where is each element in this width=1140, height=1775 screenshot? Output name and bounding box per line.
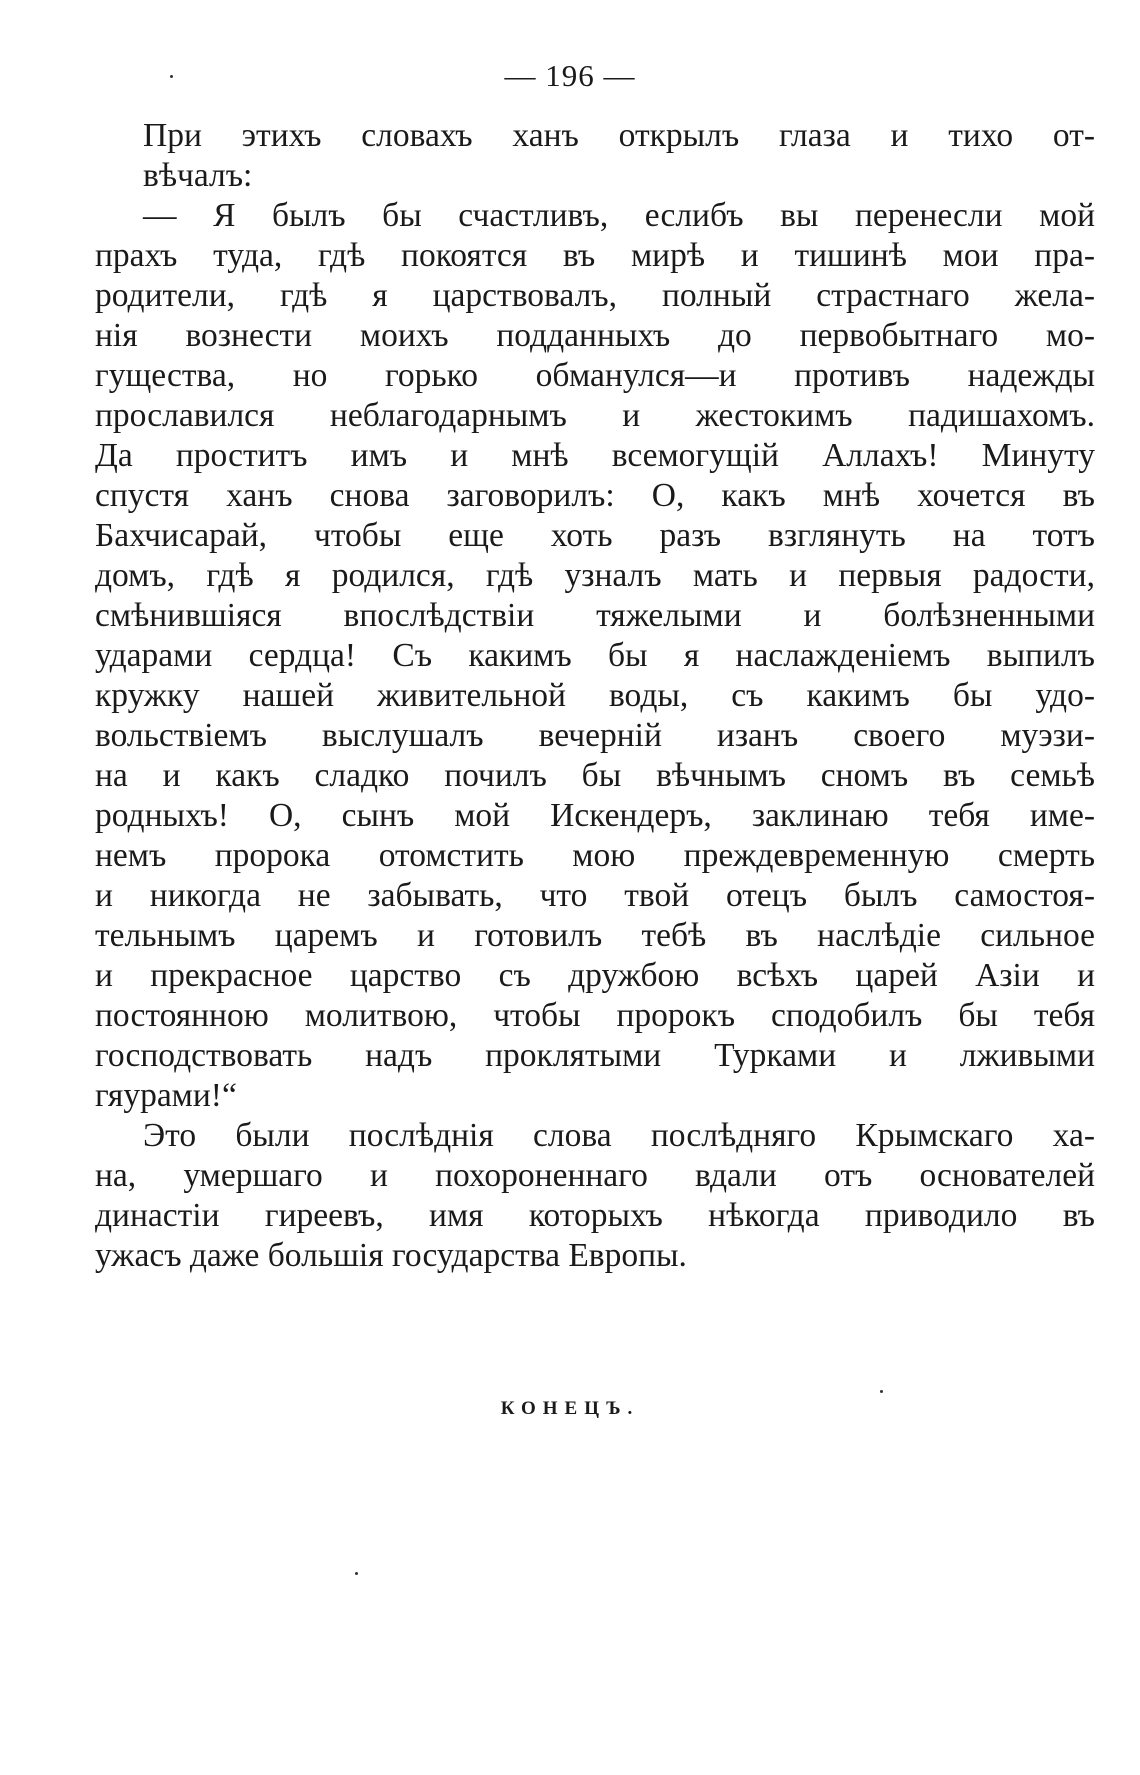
text-line: прахъ туда, гдѣ покоятся въ мирѣ и тишинѣ мои пра- [95,237,1095,274]
text-line: гяурами!“ [95,1077,237,1114]
end-mark: КОНЕЦЪ. [500,1398,640,1419]
paragraph-conclusion [95,1116,1095,1276]
text-line: ужасъ даже большія государства Европы. [95,1237,687,1274]
paragraph-intro [95,116,1095,196]
text-line: спустя ханъ снова заговорилъ: О, какъ мнѣ хочется въ [95,477,1095,514]
text-line: на и какъ сладко почилъ бы вѣчнымъ сномъ въ семьѣ [95,757,1095,794]
text-line: родители, гдѣ я царствовалъ, полный страстнаго жела- [95,277,1095,314]
text-line: вѣчалъ: [143,157,253,194]
text-line: и прекрасное царство съ дружбою всѣхъ царей Азіи и [95,957,1095,994]
text-line: домъ, гдѣ я родился, гдѣ узналъ мать и первыя радости, [95,557,1095,594]
text-line: ударами сердца! Съ какимъ бы я наслажденіемъ выпилъ [95,637,1095,674]
text-line: кружку нашей живительной воды, съ какимъ бы удо- [95,677,1095,714]
ink-speck [355,1572,358,1575]
body-text [95,116,1095,1276]
page-number: — 196 — [504,58,636,93]
ink-speck [170,75,173,78]
text-line: смѣнившіяся впослѣдствіи тяжелыми и болѣзненными [95,597,1095,634]
text-line: прославился неблагодарнымъ и жестокимъ падишахомъ. [95,397,1095,434]
text-line: на, умершаго и похороненнаго вдали отъ основателей [95,1157,1095,1194]
text-line: господствовать надъ проклятыми Турками и лживыми [95,1037,1095,1074]
text-line: тельнымъ царемъ и готовилъ тебѣ въ наслѣдіе сильное [95,917,1095,954]
text-line: и никогда не забывать, что твой отецъ былъ самостоя- [95,877,1095,914]
text-line: нія вознести моихъ подданныхъ до первобытнаго мо- [95,317,1095,354]
paragraph-khan-speech [95,196,1095,1116]
text-line: родныхъ! О, сынъ мой Искендеръ, заклинаю тебя име- [95,797,1095,834]
text-line: немъ пророка отомстить мою преждевременную смерть [95,837,1095,874]
text-line: вольствіемъ выслушалъ вечерній изанъ своего муэзи- [95,717,1095,754]
text-line: Да проститъ имъ и мнѣ всемогущій Аллахъ! Минуту [95,437,1095,474]
text-line: Это были послѣднія слова послѣдняго Крымскаго ха- [143,1117,1095,1154]
text-line: Бахчисарай, чтобы еще хоть разъ взглянуть на тотъ [95,517,1095,554]
text-line: династіи гиреевъ, имя которыхъ нѣкогда приводило въ [95,1197,1095,1234]
ink-speck [880,1390,883,1393]
text-line: — Я былъ бы счастливъ, еслибъ вы перенесли мой [143,197,1095,234]
text-line: гущества, но горько обманулся—и противъ надежды [95,357,1095,394]
text-line: постоянною молитвою, чтобы пророкъ сподобилъ бы тебя [95,997,1095,1034]
text-line: При этихъ словахъ ханъ открылъ глаза и тихо от- [143,117,1095,154]
